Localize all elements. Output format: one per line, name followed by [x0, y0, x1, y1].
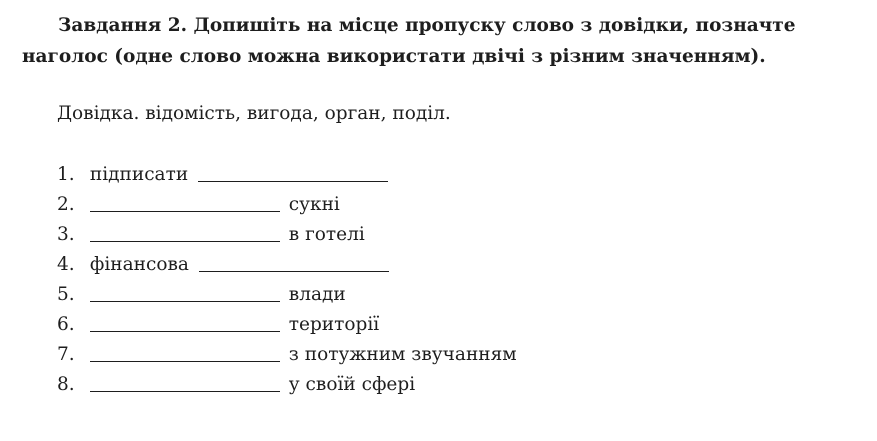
- item-number: 5.: [57, 284, 75, 305]
- exercise-item: [57, 310, 517, 340]
- item-number: 1.: [57, 164, 75, 185]
- answer-blank[interactable]: [90, 313, 280, 332]
- exercise-item: [57, 280, 517, 310]
- exercise-list: [57, 160, 517, 400]
- answer-blank[interactable]: [199, 253, 389, 272]
- item-word: сукні: [288, 194, 340, 215]
- exercise-item: [57, 370, 517, 400]
- item-word: в готелі: [288, 224, 365, 245]
- exercise-item: [57, 340, 517, 370]
- item-word: підписати: [89, 164, 189, 185]
- item-number: 3.: [57, 224, 75, 245]
- item-word: фінансова: [89, 254, 189, 275]
- task-title: [22, 10, 862, 72]
- answer-blank[interactable]: [90, 373, 280, 392]
- item-word: у своїй сфері: [288, 374, 416, 395]
- answer-blank[interactable]: [90, 343, 280, 362]
- task-title-text: Завдання 2. Допишіть на місце пропуску слово з довідки, позначте наголос (одне слово можна використати двічі з різним значенням).: [22, 15, 796, 67]
- item-number: 2.: [57, 194, 75, 215]
- exercise-item: [57, 250, 517, 280]
- item-number: 4.: [57, 254, 75, 275]
- answer-blank[interactable]: [198, 163, 388, 182]
- exercise-item: [57, 190, 517, 220]
- item-number: 6.: [57, 314, 75, 335]
- reference-words: Довідка. відомість, вигода, орган, поділ.: [57, 103, 451, 124]
- exercise-item: [57, 160, 517, 190]
- exercise-item: [57, 220, 517, 250]
- answer-blank[interactable]: [90, 193, 280, 212]
- answer-blank[interactable]: [90, 283, 280, 302]
- item-word: з потужним звучанням: [288, 344, 517, 365]
- item-number: 7.: [57, 344, 75, 365]
- item-word: території: [288, 314, 380, 335]
- item-number: 8.: [57, 374, 75, 395]
- answer-blank[interactable]: [90, 223, 280, 242]
- item-word: влади: [288, 284, 346, 305]
